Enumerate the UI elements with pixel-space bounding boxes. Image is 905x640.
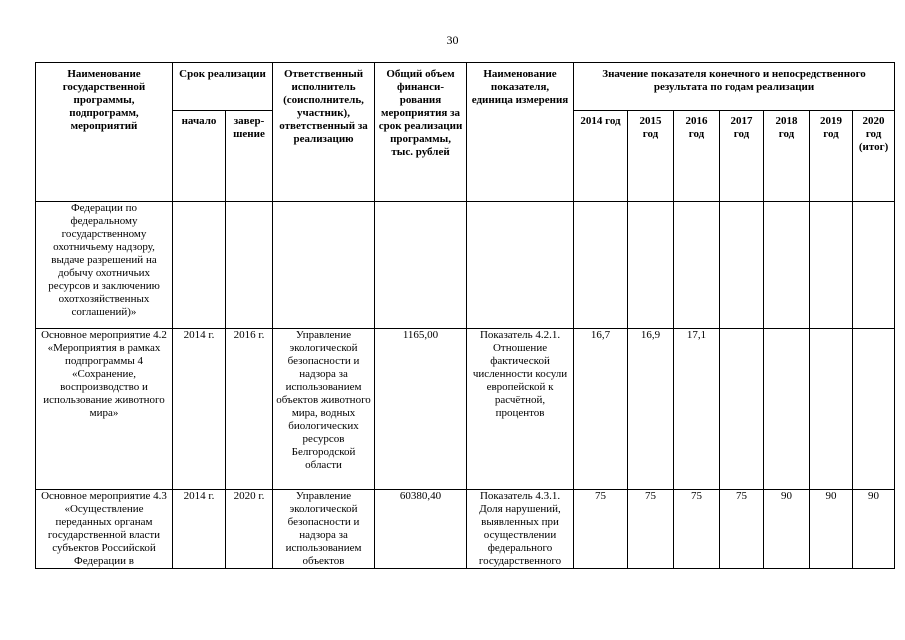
- header-indicator: Наименование показателя, единица измерения: [467, 63, 574, 202]
- header-start: начало: [173, 111, 226, 202]
- header-row-1: [36, 63, 895, 111]
- header-executor: Ответственный исполнитель (соисполнитель, участник), ответственный за реализацию: [273, 63, 375, 202]
- cell-name: Федерации по федеральному государственному охотничьему надзору, выдаче разрешений на добычу охотничьих ресурсов и заключению охотхозяйственных соглашений)»: [36, 202, 173, 329]
- cell-value: 75: [674, 490, 720, 569]
- cell-value: 75: [628, 490, 674, 569]
- cell-indicator: [467, 202, 574, 329]
- header-year: 2015 год: [628, 111, 674, 202]
- cell-end: 2020 г.: [226, 490, 273, 569]
- table-row: [36, 490, 895, 569]
- cell-value: 17,1: [674, 329, 720, 490]
- cell-value: 16,9: [628, 329, 674, 490]
- cell-value: [720, 329, 764, 490]
- cell-start: 2014 г.: [173, 329, 226, 490]
- cell-executor: Управление экологической безопасности и надзора за использованием объектов: [273, 490, 375, 569]
- cell-executor: Управление экологической безопасности и надзора за использованием объектов животного мира, водных биологических ресурсов Белгородской области: [273, 329, 375, 490]
- cell-value: [810, 202, 853, 329]
- header-end: завер-шение: [226, 111, 273, 202]
- cell-value: [764, 329, 810, 490]
- cell-executor: [273, 202, 375, 329]
- cell-volume: [375, 202, 467, 329]
- cell-volume: 60380,40: [375, 490, 467, 569]
- cell-value: 16,7: [574, 329, 628, 490]
- cell-value: [853, 202, 895, 329]
- header-name: Наименование государственной программы, подпрограмм, мероприятий: [36, 63, 173, 202]
- header-year: 2020 год (итог): [853, 111, 895, 202]
- cell-indicator: Показатель 4.2.1. Отношение фактической численности косули европейской к расчётной, процентов: [467, 329, 574, 490]
- cell-value: [628, 202, 674, 329]
- cell-value: [764, 202, 810, 329]
- cell-value: [720, 202, 764, 329]
- cell-value: 75: [574, 490, 628, 569]
- table-row: [36, 329, 895, 490]
- cell-volume: 1165,00: [375, 329, 467, 490]
- cell-end: 2016 г.: [226, 329, 273, 490]
- cell-indicator: Показатель 4.3.1. Доля нарушений, выявленных при осуществлении федерального государственного: [467, 490, 574, 569]
- cell-value: 90: [810, 490, 853, 569]
- header-term: Срок реализации: [173, 63, 273, 111]
- program-table: [35, 62, 895, 569]
- cell-start: [173, 202, 226, 329]
- header-values: Значение показателя конечного и непосредственного результата по годам реализации: [574, 63, 895, 111]
- page-number: 30: [446, 33, 459, 47]
- cell-start: 2014 г.: [173, 490, 226, 569]
- cell-value: [674, 202, 720, 329]
- header-year: 2016 год: [674, 111, 720, 202]
- cell-value: [810, 329, 853, 490]
- cell-name: Основное мероприятие 4.3 «Осуществление переданных органам государственной власти субъектов Российской Федерации в: [36, 490, 173, 569]
- header-year: 2017 год: [720, 111, 764, 202]
- header-year: 2018 год: [764, 111, 810, 202]
- cell-value: 90: [764, 490, 810, 569]
- cell-value: 75: [720, 490, 764, 569]
- header-volume: Общий объем финанси-рования мероприятия за срок реализации программы, тыс. рублей: [375, 63, 467, 202]
- header-year: 2019 год: [810, 111, 853, 202]
- table-row: [36, 202, 895, 329]
- cell-value: [853, 329, 895, 490]
- header-year: 2014 год: [574, 111, 628, 202]
- cell-name: Основное мероприятие 4.2 «Мероприятия в рамках подпрограммы 4 «Сохранение, воспроизводство и использование животного мира»: [36, 329, 173, 490]
- cell-value: 90: [853, 490, 895, 569]
- cell-end: [226, 202, 273, 329]
- cell-value: [574, 202, 628, 329]
